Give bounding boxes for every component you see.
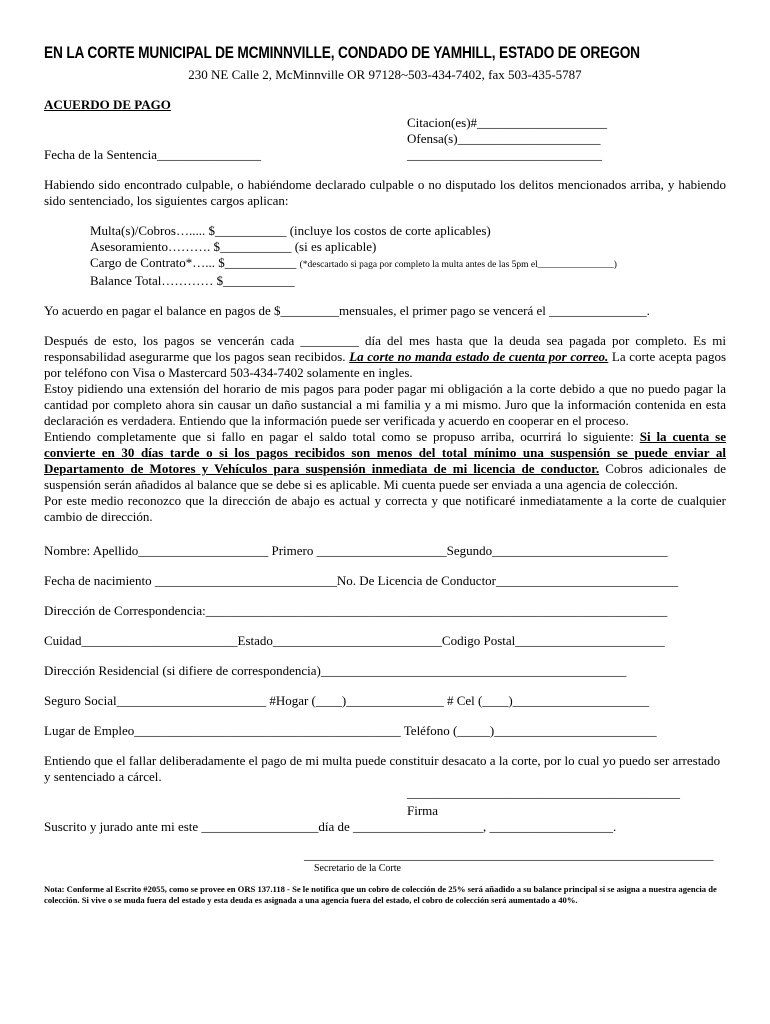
default-intro-text: Entiendo completamente que si fallo en pagar el saldo total como se propuso arriba, ocurrirá lo siguiente: [44,429,640,444]
monthly-payment-line[interactable]: Yo acuerdo en pagar el balance en pagos de $_________mensuales, el primer pago se vencerá el _______________. [44,303,650,318]
employer-phone-field[interactable]: Lugar de Empleo_________________________________________ Teléfono (_____)_________________________ [44,723,657,738]
collection-note: Nota: Conforme al Escrito #2055, como se provee en ORS 137.118 - Se le notifica que un cobro de colección de 25% será añadido a su balance principal si se asigna a nuestra agencia de colección. Si vive o se muda fuera del estado y esta deuda es asignada a una agencia fuera del estado, el cobro de colección será aumentado a 40%. [44,884,717,905]
contempt-warning: Entiendo que el fallar deliberadamente el pago de mi multa puede constituir desacato a la corte, por lo cual yo puedo ser arrestado y sentenciado a cárcel. [44,753,721,784]
ssn-phone-field[interactable]: Seguro Social_______________________ #Hogar (____)_______________ # Cel (____)_____________________ [44,693,650,708]
citation-field[interactable]: Citacion(es)#____________________ [407,115,608,130]
mailing-address-field[interactable]: Dirección de Correspondencia:_______________________________________________________________________ [44,603,668,618]
no-statement-notice: La corte no manda estado de cuenta por correo. [349,349,609,364]
charge-contract-row [90,255,726,273]
citation-block [407,115,726,147]
agreement-heading: ACUERDO DE PAGO [44,97,171,112]
sentence-date-field[interactable]: Fecha de la Sentencia________________ [44,147,261,162]
court-title: EN LA CORTE MUNICIPAL DE MCMINNVILLE, CONDADO DE YAMHILL, ESTADO DE OREGON [44,44,640,62]
payment-terms-text: Después de esto, los pagos se vencerán cada _________ día del mes hasta que la deuda sea pagada por completo. Es mi responsabilidad asegurarme que los pagos sean recibidos. [44,333,726,364]
sworn-line[interactable]: Suscrito y jurado ante mi este __________________día de ____________________, ___________________. [44,819,617,834]
charge-contract[interactable]: Cargo de Contrato*…... $___________ [90,255,297,270]
intro-paragraph: Habiendo sido encontrado culpable, o habiéndome declarado culpable o no disputado los delitos mencionados arriba, y habiendo sido sentenciado, los siguientes cargos aplican: [44,177,726,208]
clerk-label [314,863,726,874]
offense-field-line2[interactable]: ______________________________ [407,147,602,162]
name-field[interactable]: Nombre: Apellido____________________ Primero ____________________Segundo___________________________ [44,543,668,558]
payment-agreement-form [44,44,726,906]
suspension-warning: Si la cuenta se convierte en 30 días tarde o si los pagos recibidos son menos del total mínimo una suspensión se puede enviar al Departamento de Motores y Vehículos para suspensión inmediata de mi licencia de conductor. [44,429,726,476]
court-address: 230 NE Calle 2, McMinnville OR 97128~503-434-7402, fax 503-435-5787 [188,67,582,82]
offense-field[interactable]: Ofensa(s)______________________ [407,131,601,146]
city-state-zip-field[interactable]: Cuidad________________________Estado__________________________Codigo Postal_______________________ [44,633,665,648]
default-paragraph [44,429,726,493]
extension-paragraph: Estoy pidiendo una extensión del horario de mis pagos para poder pagar mi obligación a la corte debido a que no puedo pagar la cantidad por completo ahora sin causar un daño sustancial a mi familia y a mi mismo. Juro que la información contenida en esta declaración es verdadera. Entiendo que la información puede ser verificada y acuerdo en cooperar en el proceso. [44,381,726,428]
phone-payment-text: La corte acepta pagos por teléfono con Visa o Mastercard 503-434-7402 solamente en ingles. [44,349,727,380]
charge-fines[interactable]: Multa(s)/Cobros…..... $___________ (incluye los costos de corte aplicables) [90,223,491,238]
dob-license-field[interactable]: Fecha de nacimiento ____________________________No. De Licencia de Conductor____________________________ [44,573,679,588]
clerk-label-text: Secretario de la Corte [314,863,401,874]
charge-balance[interactable]: Balance Total………… $___________ [90,273,295,288]
residential-address-field[interactable]: Dirección Residencial (si difiere de correspondencia)_______________________________________________ [44,663,627,678]
sentence-row [44,147,726,163]
charges-list [90,223,726,289]
collection-text: Cobros adicionales de suspensión serán añadidos al balance que se debe si es aplicable. Mi cuenta puede ser enviada a una agencia de colección. [44,461,726,492]
signature-label: Firma [407,803,439,818]
payment-terms-paragraph [44,333,726,381]
charge-contract-note: (*descartado si paga por completo la multa antes de las 5pm el________________) [299,260,617,270]
signature-line[interactable]: __________________________________________ [407,785,680,800]
address-ack-paragraph: Por este medio reconozco que la dirección de abajo es actual y correcta y que notificaré inmediatamente a la corte de cualquier cambio de dirección. [44,493,726,524]
clerk-signature-line[interactable]: _______________________________________________________________ [304,847,714,862]
charge-counsel[interactable]: Asesoramiento………. $___________ (si es aplicable) [90,239,377,254]
